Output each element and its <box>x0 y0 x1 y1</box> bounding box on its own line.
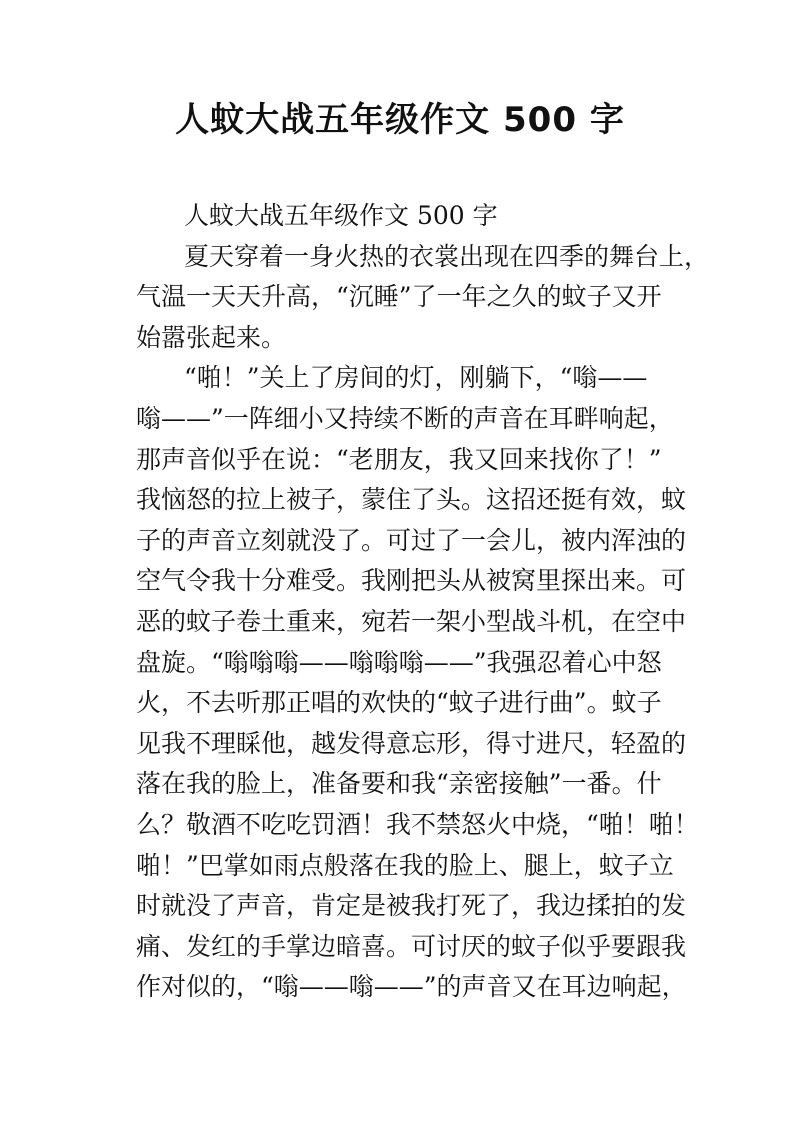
paragraph-line: 作对似的，“嗡——嗡——”的声音又在耳边响起， <box>136 972 687 1002</box>
paragraph-line: 时就没了声音，肯定是被我打死了，我边揉拍的发 <box>136 891 687 921</box>
document-subtitle-line: 人蚊大战五年级作文 500 字 <box>184 201 498 230</box>
paragraph-line: 气温一天天升高，“沉睡”了一年之久的蚊子又开 <box>136 282 662 312</box>
paragraph-line: 落在我的脸上，准备要和我“亲密接触”一番。什 <box>136 769 662 799</box>
paragraph-line: “啪！”关上了房间的灯，刚躺下，“嗡—— <box>184 363 648 393</box>
paragraph-line: 盘旋。“嗡嗡嗡——嗡嗡嗡——”我强忍着心中怒 <box>136 647 662 677</box>
paragraph-line: 见我不理睬他，越发得意忘形，得寸进尺，轻盈的 <box>136 728 687 758</box>
paragraph-line: 恶的蚊子卷土重来，宛若一架小型战斗机，在空中 <box>136 606 687 636</box>
paragraph-line: 嗡——”一阵细小又持续不断的声音在耳畔响起， <box>136 403 674 433</box>
paragraph-line: 那声音似乎在说：“老朋友，我又回来找你了！” <box>136 444 662 474</box>
paragraph-line: 啪！”巴掌如雨点般落在我的脸上、腿上，蚊子立 <box>136 850 674 880</box>
paragraph-line: 子的声音立刻就没了。可过了一会儿，被内浑浊的 <box>136 525 687 555</box>
paragraph-line: 么？敬酒不吃吃罚酒！我不禁怒火中烧，“啪！啪！ <box>136 809 699 839</box>
document-body <box>136 196 710 1008</box>
paragraph-line: 空气令我十分难受。我刚把头从被窝里探出来。可 <box>136 566 687 596</box>
document-title: 人蚊大战五年级作文 500 字 <box>175 100 625 140</box>
paragraph-line: 始嚣张起来。 <box>136 322 287 352</box>
paragraph-line: 火，不去听那正唱的欢快的“蚊子进行曲”。蚊子 <box>136 688 662 718</box>
paragraph-line: 痛、发红的手掌边暗喜。可讨厌的蚊子似乎要跟我 <box>136 931 687 961</box>
paragraph-line: 夏天穿着一身火热的衣裳出现在四季的舞台上， <box>184 241 710 271</box>
paragraph-line: 我恼怒的拉上被子，蒙住了头。这招还挺有效，蚊 <box>136 485 687 515</box>
